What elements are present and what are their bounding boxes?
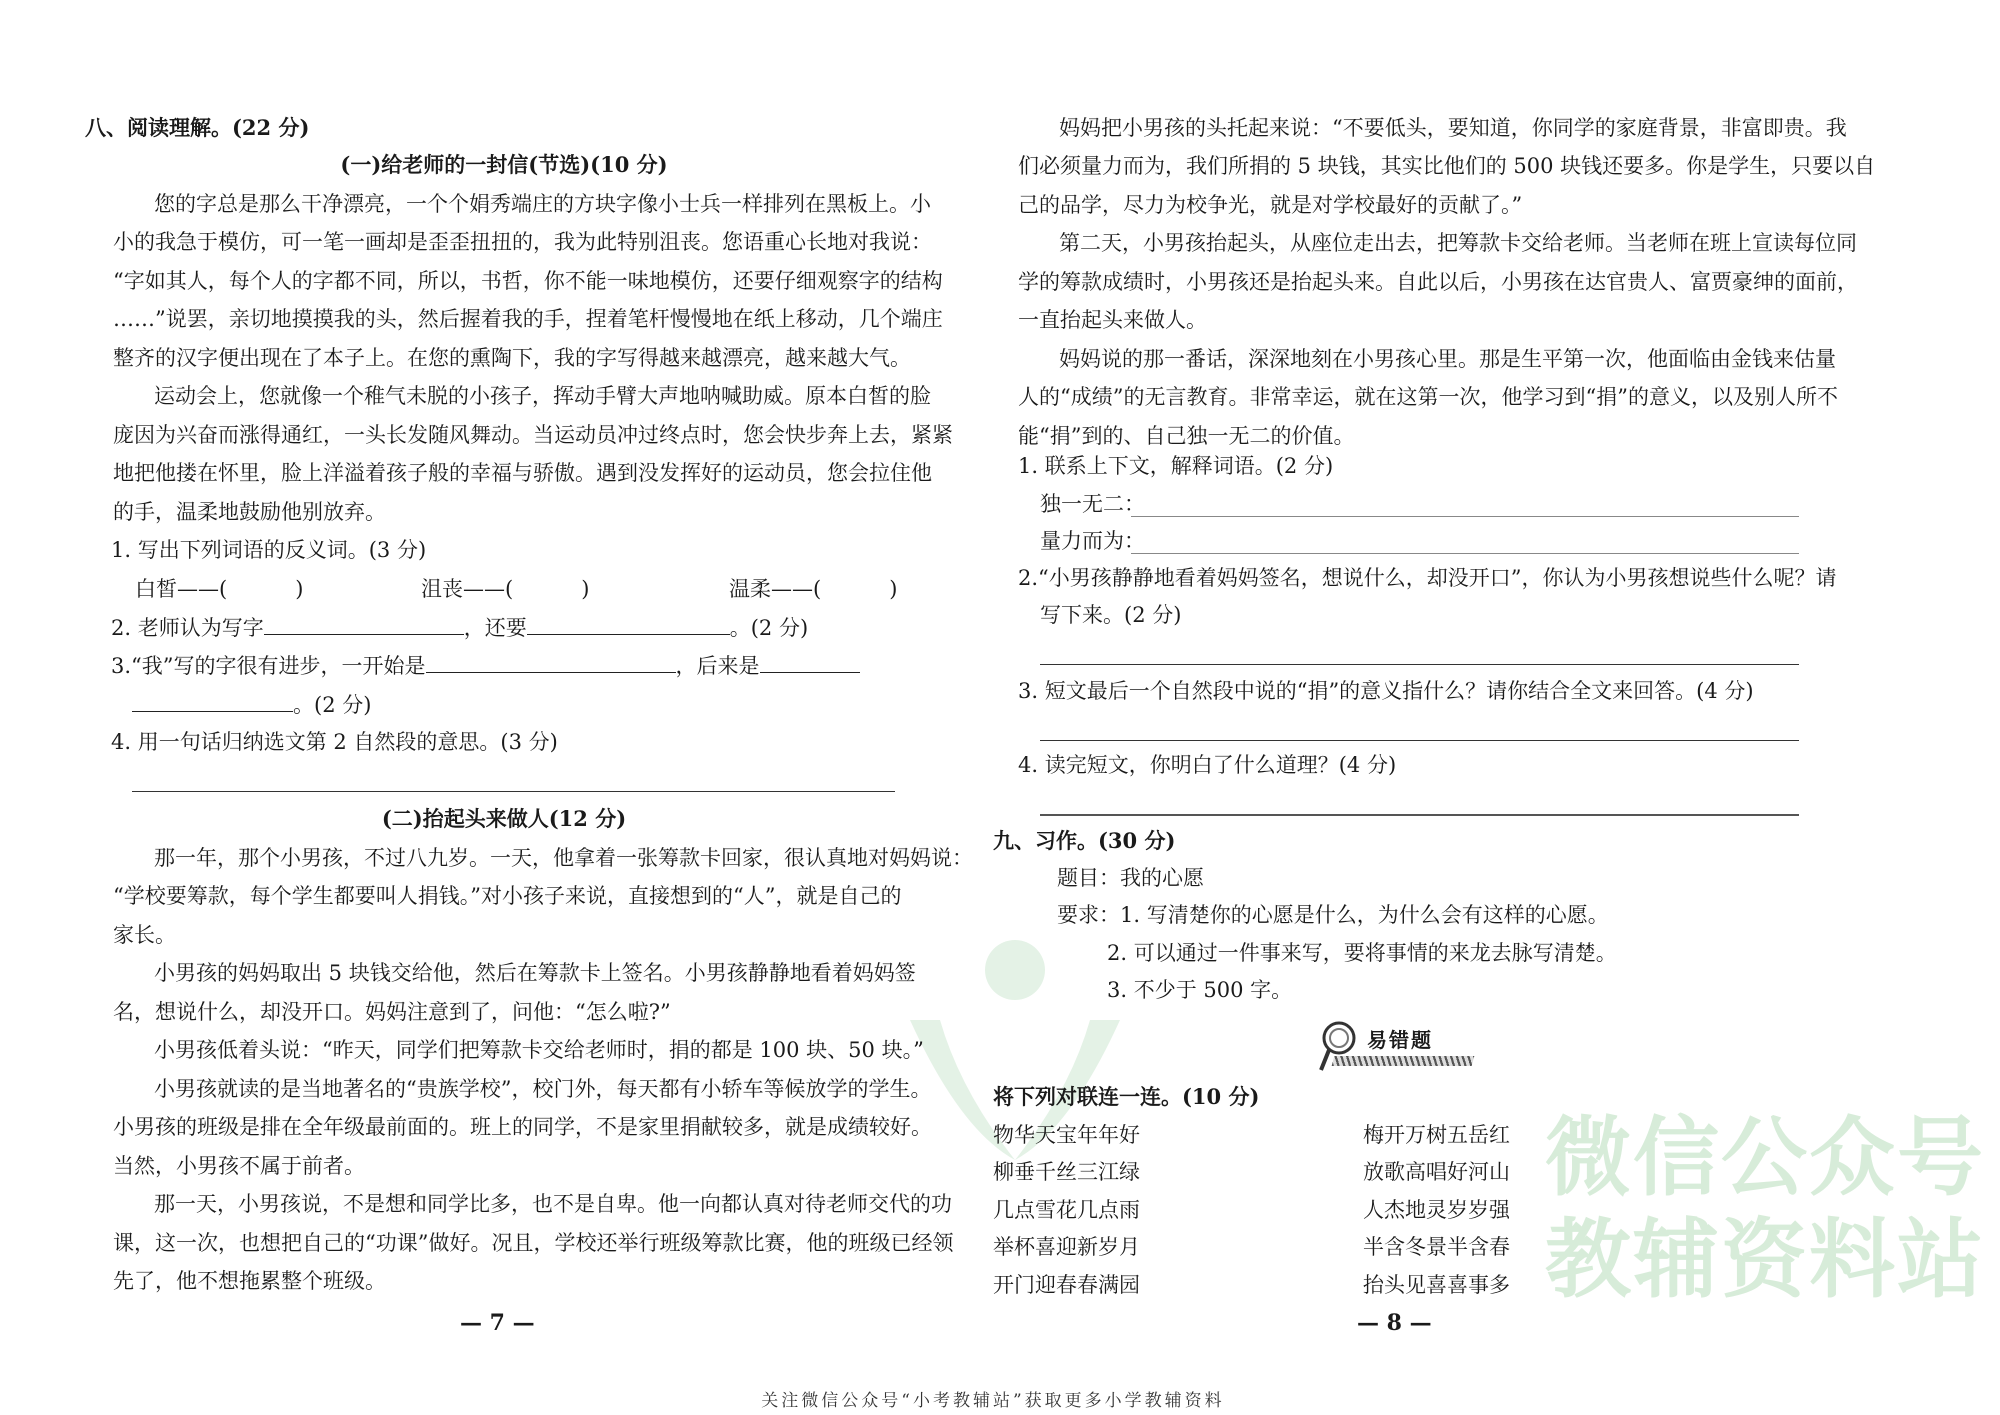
passage-line: 名，想说什么，却没开口。妈妈注意到了，问他：“怎么啦?” [113, 1000, 671, 1024]
section-heading-9: 九、习作。(30 分) [993, 828, 1176, 853]
answer-line[interactable] [1131, 553, 1799, 554]
requirement-1: 要求：1. 写清楚你的心愿是什么，为什么会有这样的心愿。 [1057, 903, 1609, 927]
passage-line: 妈妈把小男孩的头托起来说：“不要低头，要知道，你同学的家庭背景，非富即贵。我 [1059, 116, 1847, 140]
passage-line: 第二天，小男孩抬起头，从座位走出去，把筹款卡交给老师。当老师在班上宣读每位同 [1059, 231, 1857, 255]
passage-line: 小男孩就读的是当地著名的“贵族学校”，校门外，每天都有小轿车等候放学的学生。 [154, 1077, 932, 1101]
page-number: — 7 — [460, 1310, 535, 1336]
passage-line: 一直抬起头来做人。 [1018, 308, 1207, 332]
passage-line: 运动会上，您就像一个稚气未脱的小孩子，挥动手臂大声地呐喊助威。原本白皙的脸 [154, 384, 931, 408]
antonym-3[interactable] [729, 576, 897, 602]
couplet-left[interactable]: 几点雪花几点雨 [993, 1198, 1140, 1222]
requirement-3: 3. 不少于 500 字。 [1107, 978, 1293, 1002]
passage-line: 当然，小男孩不属于前者。 [113, 1154, 365, 1178]
passage-line: 妈妈说的那一番话，深深地刻在小男孩心里。那是生平第一次，他面临由金钱来估量 [1059, 347, 1836, 371]
requirement-2: 2. 可以通过一件事来写，要将事情的来龙去脉写清楚。 [1107, 941, 1617, 965]
passage-line: 庞因为兴奋而涨得通红，一头长发随风舞动。当运动员冲过终点时，您会快步奔上去，紧紧 [113, 423, 953, 447]
question-3-cont [132, 691, 371, 718]
question-2: 2.“小男孩静静地看着妈妈签名，想说什么，却没开口”，你认为小男孩想说些什么呢？请 [1018, 566, 1837, 590]
passage-line: 您的字总是那么干净漂亮，一个个娟秀端庄的方块字像小士兵一样排列在黑板上。小 [154, 192, 931, 216]
passage-line: 家长。 [113, 923, 176, 947]
question-2-cont: 写下来。(2 分) [1040, 603, 1182, 627]
answer-line[interactable] [1040, 664, 1799, 665]
define-label-2: 量力而为： [1040, 529, 1145, 553]
question-3: 3. 短文最后一个自然段中说的“捐”的意义指什么？请你结合全文来回答。(4 分) [1018, 679, 1754, 703]
passage-line: 小的我急于模仿，可一笔一画却是歪歪扭扭的，我为此特别沮丧。您语重心长地对我说： [113, 230, 932, 254]
q2-text: ，还要 [463, 616, 527, 640]
badge-hatch [1332, 1056, 1475, 1066]
question-4: 4. 读完短文，你明白了什么道理？(4 分) [1018, 753, 1397, 777]
question-2 [111, 614, 808, 641]
antonym-2[interactable] [421, 576, 589, 602]
watermark-logo-icon [900, 930, 1130, 1190]
question-3 [111, 652, 860, 679]
couplet-right[interactable]: 抬头见喜喜事多 [1363, 1273, 1510, 1297]
passage-line: “学校要筹款，每个学生都要叫人捐钱。”对小孩子来说，直接想到的“人”，就是自己的 [113, 884, 902, 908]
paren: ) [295, 577, 304, 601]
page-number: — 8 — [1357, 1310, 1432, 1336]
passage-2-title: (二)抬起头来做人(12 分) [381, 806, 627, 831]
answer-line[interactable] [1040, 740, 1799, 741]
q2-text: 。(2 分) [729, 616, 809, 640]
badge-label: 易错题 [1367, 1028, 1433, 1052]
couplet-left[interactable]: 柳垂千丝三江绿 [993, 1160, 1140, 1184]
passage-line: 小男孩的妈妈取出 5 块钱交给他，然后在筹款卡上签名。小男孩静静地看着妈妈签 [154, 961, 916, 985]
answer-line[interactable] [1131, 516, 1799, 517]
passage-line: 那一年，那个小男孩，不过八九岁。一天，他拿着一张筹款卡回家，很认真地对妈妈说： [154, 846, 973, 870]
q3-text: 。(2 分) [293, 693, 372, 717]
passage-line: 的手，温柔地鼓励他别放弃。 [113, 500, 386, 524]
couplet-right[interactable]: 人杰地灵岁岁强 [1363, 1198, 1510, 1222]
passage-line: 小男孩低着头说：“昨天，同学们把筹款卡交给老师时，捐的都是 100 块、50 块。” [154, 1038, 924, 1062]
footer-note: 关注微信公众号“小考教辅站”获取更多小学教辅资料 [761, 1391, 1225, 1411]
passage-line: 们必须量力而为，我们所捐的 5 块钱，其实比他们的 500 块钱还要多。你是学生，只要以自 [1018, 154, 1876, 178]
q2-text: 2. 老师认为写字 [111, 616, 264, 640]
passage-1-title: (一)给老师的一封信(节选)(10 分) [340, 152, 668, 177]
couplet-left[interactable]: 物华天宝年年好 [993, 1123, 1140, 1147]
passage-line: ……”说罢，亲切地摸摸我的头，然后握着我的手，捏着笔杆慢慢地在纸上移动，几个端庄 [113, 307, 943, 331]
error-prone-badge [1315, 1018, 1480, 1074]
matching-title: 将下列对联连一连。(10 分) [993, 1084, 1260, 1109]
composition-topic: 题目：我的心愿 [1057, 866, 1204, 890]
watermark-text-2: 教辅资料站 [1545, 1210, 1985, 1310]
passage-line: 整齐的汉字便出现在了本子上。在您的熏陶下，我的字写得越来越漂亮，越来越大气。 [113, 346, 911, 370]
passage-line: “字如其人，每个人的字都不同，所以，书哲，你不能一味地模仿，还要仔细观察字的结构 [113, 269, 943, 293]
couplet-right[interactable]: 梅开万树五岳红 [1363, 1123, 1510, 1147]
couplet-left[interactable]: 开门迎春春满园 [993, 1273, 1140, 1297]
couplet-left[interactable]: 举杯喜迎新岁月 [993, 1235, 1140, 1259]
antonym-1[interactable] [135, 576, 303, 602]
answer-line[interactable] [1040, 814, 1799, 816]
passage-line: 己的品学，尽力为校争光，就是对学校最好的贡献了。” [1018, 193, 1523, 217]
passage-line: 小男孩的班级是排在全年级最前面的。班上的同学，不是家里捐献较多，就是成绩较好。 [113, 1115, 932, 1139]
question-1: 1. 写出下列词语的反义词。(3 分) [111, 538, 427, 562]
question-1: 1. 联系上下文，解释词语。(2 分) [1018, 454, 1334, 478]
passage-line: 课，这一次，也想把自己的“功课”做好。况且，学校还举行班级筹款比赛，他的班级已经领 [113, 1231, 954, 1255]
passage-line: 能“捐”到的、自己独一无二的价值。 [1018, 424, 1355, 448]
define-label-1: 独一无二： [1040, 492, 1145, 516]
section-heading-8: 八、阅读理解。(22 分) [85, 115, 310, 140]
couplet-right[interactable]: 半含冬景半含春 [1363, 1235, 1510, 1259]
answer-blank[interactable] [760, 652, 860, 673]
q3-text: ，后来是 [675, 654, 760, 678]
passage-line: 学的筹款成绩时，小男孩还是抬起头来。自此以后，小男孩在达官贵人、富贾豪绅的面前， [1018, 270, 1858, 294]
passage-line: 人的“成绩”的无言教育。非常幸运，就在这第一次，他学习到“捐”的意义，以及别人所不 [1018, 385, 1838, 409]
answer-blank[interactable] [426, 652, 676, 673]
q3-text: 3.“我”写的字很有进步，一开始是 [111, 654, 426, 678]
passage-line: 先了，他不想拖累整个班级。 [113, 1269, 386, 1293]
watermark-text-1: 微信公众号 [1545, 1108, 1985, 1208]
paren: ) [889, 577, 898, 601]
antonym-word: 白皙——( [135, 577, 228, 601]
answer-line[interactable] [132, 791, 895, 792]
passage-line: 地把他搂在怀里，脸上洋溢着孩子般的幸福与骄傲。遇到没发挥好的运动员，您会拉住他 [113, 461, 932, 485]
antonym-word: 沮丧——( [421, 577, 514, 601]
couplet-right[interactable]: 放歌高唱好河山 [1363, 1160, 1510, 1184]
antonym-word: 温柔——( [729, 577, 822, 601]
answer-blank[interactable] [527, 614, 730, 635]
passage-line: 那一天，小男孩说，不是想和同学比多，也不是自卑。他一向都认真对待老师交代的功 [154, 1192, 952, 1216]
question-4: 4. 用一句话归纳选文第 2 自然段的意思。(3 分) [111, 730, 558, 754]
answer-blank[interactable] [132, 691, 293, 712]
paren: ) [581, 577, 590, 601]
answer-blank[interactable] [264, 614, 464, 635]
